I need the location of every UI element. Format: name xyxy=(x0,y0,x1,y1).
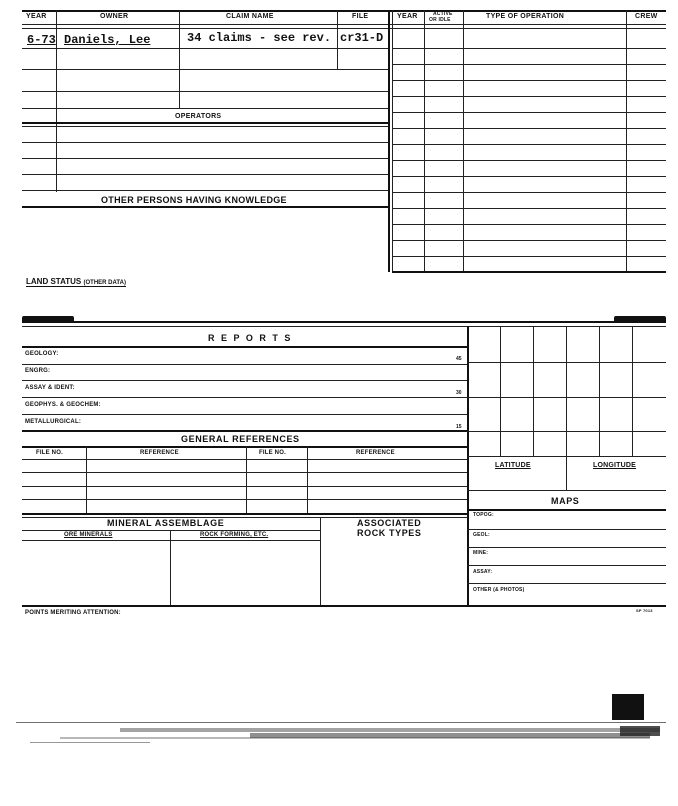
header-active-line1: ACTIVE xyxy=(433,11,453,17)
maps-row-line xyxy=(467,583,666,584)
col-divider-type xyxy=(626,10,627,272)
gr-bottom-line xyxy=(22,513,467,515)
maps-row-line xyxy=(467,547,666,548)
header-bottom-line xyxy=(22,24,666,25)
maps-geol: GEOL: xyxy=(473,532,490,538)
col-divider-year xyxy=(56,10,57,192)
grid-v xyxy=(500,326,501,456)
grid-v xyxy=(533,326,534,456)
gr-row-line xyxy=(22,472,467,473)
header-claim-name: CLAIM NAME xyxy=(226,13,274,20)
grid-v xyxy=(632,326,633,456)
right-row-line xyxy=(392,112,666,113)
scan-noise xyxy=(620,726,660,736)
land-status-sub: (OTHER DATA) xyxy=(83,280,126,286)
header-file: FILE xyxy=(352,13,369,20)
right-row-line xyxy=(392,176,666,177)
entry-file: cr31-D xyxy=(340,31,384,45)
operators-bottom-line xyxy=(22,122,388,124)
right-row-line xyxy=(392,128,666,129)
reports-header-line xyxy=(22,346,467,348)
operators-bottom-line-2 xyxy=(22,126,388,127)
top-border xyxy=(22,10,666,12)
reports-row-line xyxy=(22,364,467,365)
row-line xyxy=(22,158,388,159)
maps-topog: TOPOG: xyxy=(473,512,494,518)
gr-col-reference-2: REFERENCE xyxy=(356,450,395,456)
mineral-bottom-line xyxy=(22,605,666,607)
grid-v xyxy=(599,326,600,456)
row-line xyxy=(22,190,388,191)
col-divider-active xyxy=(463,10,464,272)
grid-h xyxy=(467,431,666,432)
other-persons-label: OTHER PERSONS HAVING KNOWLEDGE xyxy=(101,195,287,205)
reports-bottom-line xyxy=(22,430,467,432)
gr-row-line xyxy=(22,486,467,487)
reports-assay-label: ASSAY & IDENT: xyxy=(25,385,75,391)
scan-noise xyxy=(30,742,150,743)
right-row-line xyxy=(392,160,666,161)
right-row-line xyxy=(392,224,666,225)
row-line xyxy=(22,48,388,49)
land-status-label xyxy=(26,277,126,287)
scan-noise xyxy=(16,722,666,723)
other-persons-line xyxy=(22,206,388,208)
ore-minerals-label: ORE MINERALS xyxy=(64,532,113,538)
entry-claim-name: 34 claims - see rev. xyxy=(187,31,332,45)
grid-h xyxy=(467,362,666,363)
reports-geophys-label: GEOPHYS. & GEOCHEM: xyxy=(25,402,101,408)
latitude-label: LATITUDE xyxy=(495,462,531,469)
mineral-sub-line xyxy=(22,530,320,531)
land-status-title: LAND STATUS xyxy=(26,277,82,286)
gr-col-file-no: FILE NO. xyxy=(36,450,63,456)
maps-mine: MINE: xyxy=(473,550,489,556)
right-row-line xyxy=(392,192,666,193)
reports-assay-num: 30 xyxy=(456,390,462,396)
mineral-col-divider xyxy=(170,530,171,606)
header-bottom-line-2 xyxy=(22,28,666,29)
latlong-bottom-line xyxy=(467,490,666,491)
header-active-line2: OR IDLE xyxy=(429,17,451,23)
form-code: SP 7013 xyxy=(636,608,653,613)
gr-header-line xyxy=(22,446,467,448)
maps-assay: ASSAY: xyxy=(473,569,493,575)
associated-line2: ROCK TYPES xyxy=(357,528,422,538)
scan-noise xyxy=(120,728,660,732)
maps-other: OTHER (& PHOTOS) xyxy=(473,587,525,593)
maps-header-line xyxy=(467,509,666,511)
reports-row-line xyxy=(22,397,467,398)
entry-owner: Daniels, Lee xyxy=(64,33,151,47)
header-owner: OWNER xyxy=(100,13,129,20)
reports-right-border xyxy=(467,326,469,606)
reports-engrg-label: ENGRG: xyxy=(25,368,51,374)
gr-row-line xyxy=(22,499,467,500)
gr-col-file-no-2: FILE NO. xyxy=(259,450,286,456)
grid-h xyxy=(467,397,666,398)
grid-v xyxy=(566,326,567,456)
general-references-title: GENERAL REFERENCES xyxy=(181,434,300,444)
section-divider xyxy=(22,321,666,323)
associated-col-divider xyxy=(320,517,321,606)
scan-noise xyxy=(60,737,650,739)
reports-title: R E P O R T S xyxy=(208,333,293,343)
mineral-header-line xyxy=(22,540,320,541)
gr-col-divider xyxy=(307,446,308,513)
reports-geology-num: 45 xyxy=(456,356,462,362)
col-divider-claim xyxy=(337,10,338,70)
reports-metallurgical-num: 15 xyxy=(456,424,462,430)
gr-col-divider xyxy=(86,446,87,513)
entry-year: 6-73 xyxy=(27,33,56,47)
reports-row-line xyxy=(22,380,467,381)
latlong-divider xyxy=(566,456,567,490)
header-crew: CREW xyxy=(635,13,658,20)
right-row-line xyxy=(392,64,666,65)
col-divider-main-2 xyxy=(392,10,393,272)
rock-forming-label: ROCK FORMING, ETC. xyxy=(200,532,269,538)
row-line xyxy=(22,91,388,92)
header-type-of-operation: TYPE OF OPERATION xyxy=(486,13,565,20)
maps-title: MAPS xyxy=(551,496,580,506)
points-meriting-attention-label: POINTS MERITING ATTENTION: xyxy=(25,610,121,616)
col-divider-owner xyxy=(179,10,180,108)
row-line xyxy=(22,69,388,70)
row-line xyxy=(22,108,388,109)
maps-row-line xyxy=(467,529,666,530)
gr-col-divider xyxy=(246,446,247,513)
right-row-line xyxy=(392,80,666,81)
scan-black-square xyxy=(612,694,644,720)
row-line xyxy=(22,142,388,143)
reports-row-line xyxy=(22,414,467,415)
col-divider-year2 xyxy=(424,10,425,272)
right-row-line xyxy=(392,144,666,145)
operators-label: OPERATORS xyxy=(175,113,222,120)
right-row-line xyxy=(392,256,666,257)
associated-line1: ASSOCIATED xyxy=(357,518,422,528)
right-row-line xyxy=(392,240,666,241)
right-bottom-line xyxy=(392,271,666,273)
longitude-label: LONGITUDE xyxy=(593,462,637,469)
header-year-2: YEAR xyxy=(397,13,418,20)
mineral-title: MINERAL ASSEMBLAGE xyxy=(107,518,225,528)
gr-col-reference: REFERENCE xyxy=(140,450,179,456)
col-divider-main xyxy=(388,10,390,272)
reports-geology-label: GEOLOGY: xyxy=(25,351,59,357)
header-year: YEAR xyxy=(26,13,47,20)
gr-row-line xyxy=(22,459,467,460)
right-row-line xyxy=(392,208,666,209)
maps-row-line xyxy=(467,565,666,566)
row-line xyxy=(22,174,388,175)
reports-metallurgical-label: METALLURGICAL: xyxy=(25,419,82,425)
right-row-line xyxy=(392,96,666,97)
right-row-line xyxy=(392,48,666,49)
section-divider-2 xyxy=(22,326,666,327)
